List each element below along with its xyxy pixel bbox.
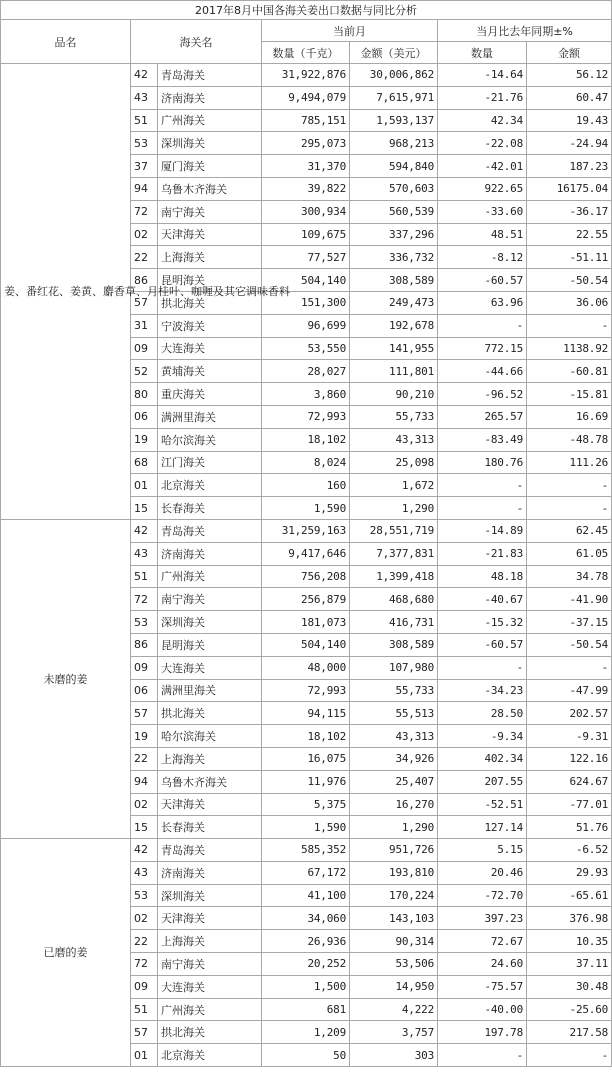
yoy-qty-cell: 5.15: [438, 839, 527, 862]
customs-name: 上海海关: [158, 747, 262, 770]
customs-code: 15: [131, 816, 158, 839]
yoy-qty-cell: 180.76: [438, 451, 527, 474]
amount-cell: 249,473: [350, 291, 438, 314]
customs-name: 天津海关: [158, 223, 262, 246]
yoy-amount-cell: 16175.04: [527, 177, 612, 200]
yoy-amount-cell: 202.57: [527, 702, 612, 725]
qty-cell: 756,208: [262, 565, 350, 588]
amount-cell: 570,603: [350, 177, 438, 200]
yoy-qty-cell: -33.60: [438, 200, 527, 223]
customs-code: 94: [131, 770, 158, 793]
header-customs: 海关名: [131, 20, 262, 64]
yoy-qty-cell: -: [438, 656, 527, 679]
yoy-amount-cell: 217.58: [527, 1021, 612, 1044]
qty-cell: 681: [262, 998, 350, 1021]
yoy-amount-cell: 29.93: [527, 861, 612, 884]
customs-code: 53: [131, 884, 158, 907]
amount-cell: 34,926: [350, 747, 438, 770]
amount-cell: 951,726: [350, 839, 438, 862]
amount-cell: 53,506: [350, 953, 438, 976]
yoy-amount-cell: 37.11: [527, 953, 612, 976]
customs-code: 22: [131, 747, 158, 770]
customs-name: 拱北海关: [158, 291, 262, 314]
amount-cell: 1,290: [350, 497, 438, 520]
amount-cell: 55,733: [350, 679, 438, 702]
yoy-qty-cell: -42.01: [438, 155, 527, 178]
customs-code: 52: [131, 360, 158, 383]
yoy-qty-cell: -34.23: [438, 679, 527, 702]
customs-code: 15: [131, 497, 158, 520]
customs-code: 68: [131, 451, 158, 474]
header-amount: 金额（美元）: [350, 42, 438, 64]
customs-name: 上海海关: [158, 246, 262, 269]
amount-cell: 43,313: [350, 725, 438, 748]
yoy-qty-cell: -8.12: [438, 246, 527, 269]
customs-code: 02: [131, 907, 158, 930]
customs-name: 北京海关: [158, 1044, 262, 1067]
yoy-amount-cell: -37.15: [527, 611, 612, 634]
qty-cell: 16,075: [262, 747, 350, 770]
amount-cell: 90,210: [350, 383, 438, 406]
header-yoy-qty: 数量: [438, 42, 527, 64]
customs-name: 哈尔滨海关: [158, 725, 262, 748]
amount-cell: 308,589: [350, 269, 438, 292]
qty-cell: 18,102: [262, 428, 350, 451]
yoy-amount-cell: 376.98: [527, 907, 612, 930]
customs-code: 02: [131, 793, 158, 816]
yoy-amount-cell: 19.43: [527, 109, 612, 132]
customs-code: 72: [131, 200, 158, 223]
amount-cell: 7,377,831: [350, 542, 438, 565]
qty-cell: 151,300: [262, 291, 350, 314]
yoy-amount-cell: -77.01: [527, 793, 612, 816]
yoy-amount-cell: 61.05: [527, 542, 612, 565]
customs-name: 哈尔滨海关: [158, 428, 262, 451]
qty-cell: 9,494,079: [262, 86, 350, 109]
customs-name: 黄埔海关: [158, 360, 262, 383]
yoy-amount-cell: 30.48: [527, 975, 612, 998]
customs-name: 乌鲁木齐海关: [158, 177, 262, 200]
qty-cell: 96,699: [262, 314, 350, 337]
yoy-qty-cell: -60.57: [438, 269, 527, 292]
customs-name: 南宁海关: [158, 200, 262, 223]
customs-code: 22: [131, 246, 158, 269]
customs-code: 31: [131, 314, 158, 337]
customs-name: 宁波海关: [158, 314, 262, 337]
customs-name: 上海海关: [158, 930, 262, 953]
header-yoy-amount: 金额: [527, 42, 612, 64]
yoy-qty-cell: 24.60: [438, 953, 527, 976]
customs-code: 57: [131, 291, 158, 314]
customs-code: 37: [131, 155, 158, 178]
customs-code: 06: [131, 679, 158, 702]
customs-name: 深圳海关: [158, 611, 262, 634]
qty-cell: 256,879: [262, 588, 350, 611]
customs-code: 72: [131, 588, 158, 611]
amount-cell: 4,222: [350, 998, 438, 1021]
yoy-amount-cell: -51.11: [527, 246, 612, 269]
qty-cell: 26,936: [262, 930, 350, 953]
yoy-amount-cell: -47.99: [527, 679, 612, 702]
yoy-amount-cell: -: [527, 1044, 612, 1067]
customs-name: 天津海关: [158, 793, 262, 816]
yoy-qty-cell: 63.96: [438, 291, 527, 314]
customs-name: 济南海关: [158, 86, 262, 109]
customs-name: 大连海关: [158, 337, 262, 360]
table-row: [1, 839, 612, 862]
amount-cell: 25,407: [350, 770, 438, 793]
customs-code: 86: [131, 269, 158, 292]
customs-code: 42: [131, 64, 158, 87]
amount-cell: 25,098: [350, 451, 438, 474]
customs-code: 43: [131, 861, 158, 884]
qty-cell: 72,993: [262, 405, 350, 428]
customs-name: 长春海关: [158, 497, 262, 520]
customs-code: 02: [131, 223, 158, 246]
qty-cell: 585,352: [262, 839, 350, 862]
customs-code: 01: [131, 1044, 158, 1067]
customs-code: 43: [131, 86, 158, 109]
amount-cell: 1,290: [350, 816, 438, 839]
yoy-amount-cell: -60.81: [527, 360, 612, 383]
customs-code: 51: [131, 998, 158, 1021]
product-category: 姜、番红花、姜黄、麝香草、月桂叶、咖喱及其它调味香料: [1, 64, 131, 520]
qty-cell: 50: [262, 1044, 350, 1067]
yoy-amount-cell: 36.06: [527, 291, 612, 314]
yoy-qty-cell: 48.51: [438, 223, 527, 246]
customs-name: 大连海关: [158, 975, 262, 998]
header-yoy: 当月比去年同期±%: [438, 20, 612, 42]
customs-name: 济南海关: [158, 861, 262, 884]
yoy-qty-cell: -44.66: [438, 360, 527, 383]
customs-name: 北京海关: [158, 474, 262, 497]
amount-cell: 336,732: [350, 246, 438, 269]
customs-code: 53: [131, 132, 158, 155]
yoy-amount-cell: -9.31: [527, 725, 612, 748]
amount-cell: 468,680: [350, 588, 438, 611]
qty-cell: 5,375: [262, 793, 350, 816]
yoy-amount-cell: -15.81: [527, 383, 612, 406]
customs-code: 22: [131, 930, 158, 953]
yoy-qty-cell: -75.57: [438, 975, 527, 998]
yoy-qty-cell: -60.57: [438, 633, 527, 656]
yoy-amount-cell: 22.55: [527, 223, 612, 246]
customs-name: 长春海关: [158, 816, 262, 839]
customs-code: 42: [131, 519, 158, 542]
customs-name: 江门海关: [158, 451, 262, 474]
amount-cell: 303: [350, 1044, 438, 1067]
qty-cell: 20,252: [262, 953, 350, 976]
table-body: [1, 64, 612, 1067]
customs-code: 09: [131, 337, 158, 360]
yoy-amount-cell: -6.52: [527, 839, 612, 862]
customs-name: 乌鲁木齐海关: [158, 770, 262, 793]
customs-code: 42: [131, 839, 158, 862]
table-row: [1, 64, 612, 87]
table-row: [1, 519, 612, 542]
yoy-qty-cell: -83.49: [438, 428, 527, 451]
customs-code: 86: [131, 633, 158, 656]
qty-cell: 785,151: [262, 109, 350, 132]
amount-cell: 337,296: [350, 223, 438, 246]
yoy-qty-cell: 772.15: [438, 337, 527, 360]
yoy-amount-cell: 624.67: [527, 770, 612, 793]
yoy-qty-cell: 207.55: [438, 770, 527, 793]
customs-name: 青岛海关: [158, 64, 262, 87]
qty-cell: 72,993: [262, 679, 350, 702]
customs-name: 广州海关: [158, 565, 262, 588]
amount-cell: 968,213: [350, 132, 438, 155]
amount-cell: 1,593,137: [350, 109, 438, 132]
yoy-amount-cell: 60.47: [527, 86, 612, 109]
amount-cell: 28,551,719: [350, 519, 438, 542]
yoy-amount-cell: 34.78: [527, 565, 612, 588]
customs-code: 51: [131, 109, 158, 132]
qty-cell: 18,102: [262, 725, 350, 748]
yoy-qty-cell: -72.70: [438, 884, 527, 907]
customs-name: 昆明海关: [158, 269, 262, 292]
yoy-qty-cell: 20.46: [438, 861, 527, 884]
qty-cell: 3,860: [262, 383, 350, 406]
yoy-amount-cell: -: [527, 314, 612, 337]
yoy-amount-cell: 10.35: [527, 930, 612, 953]
header-product: 品名: [1, 20, 131, 64]
customs-code: 51: [131, 565, 158, 588]
customs-name: 大连海关: [158, 656, 262, 679]
yoy-qty-cell: -: [438, 497, 527, 520]
yoy-qty-cell: -40.67: [438, 588, 527, 611]
customs-name: 昆明海关: [158, 633, 262, 656]
qty-cell: 1,500: [262, 975, 350, 998]
qty-cell: 48,000: [262, 656, 350, 679]
qty-cell: 504,140: [262, 269, 350, 292]
yoy-amount-cell: 111.26: [527, 451, 612, 474]
yoy-amount-cell: 51.76: [527, 816, 612, 839]
qty-cell: 67,172: [262, 861, 350, 884]
customs-code: 43: [131, 542, 158, 565]
customs-name: 厦门海关: [158, 155, 262, 178]
yoy-qty-cell: -9.34: [438, 725, 527, 748]
qty-cell: 77,527: [262, 246, 350, 269]
amount-cell: 107,980: [350, 656, 438, 679]
yoy-qty-cell: -96.52: [438, 383, 527, 406]
customs-code: 09: [131, 975, 158, 998]
qty-cell: 295,073: [262, 132, 350, 155]
amount-cell: 594,840: [350, 155, 438, 178]
yoy-amount-cell: 122.16: [527, 747, 612, 770]
yoy-qty-cell: 48.18: [438, 565, 527, 588]
qty-cell: 181,073: [262, 611, 350, 634]
qty-cell: 31,922,876: [262, 64, 350, 87]
yoy-amount-cell: -25.60: [527, 998, 612, 1021]
customs-name: 济南海关: [158, 542, 262, 565]
customs-code: 80: [131, 383, 158, 406]
yoy-amount-cell: -65.61: [527, 884, 612, 907]
qty-cell: 9,417,646: [262, 542, 350, 565]
qty-cell: 31,370: [262, 155, 350, 178]
qty-cell: 1,590: [262, 816, 350, 839]
customs-name: 南宁海关: [158, 588, 262, 611]
yoy-amount-cell: -: [527, 656, 612, 679]
yoy-qty-cell: -14.89: [438, 519, 527, 542]
customs-name: 青岛海关: [158, 839, 262, 862]
customs-name: 广州海关: [158, 998, 262, 1021]
customs-code: 01: [131, 474, 158, 497]
yoy-qty-cell: -14.64: [438, 64, 527, 87]
yoy-qty-cell: 28.50: [438, 702, 527, 725]
amount-cell: 308,589: [350, 633, 438, 656]
table-title: 2017年8月中国各海关姜出口数据与同比分析: [1, 1, 612, 20]
yoy-qty-cell: 72.67: [438, 930, 527, 953]
customs-name: 重庆海关: [158, 383, 262, 406]
customs-name: 满洲里海关: [158, 679, 262, 702]
product-category: 未磨的姜: [1, 519, 131, 838]
customs-name: 拱北海关: [158, 702, 262, 725]
yoy-amount-cell: 56.12: [527, 64, 612, 87]
customs-name: 深圳海关: [158, 884, 262, 907]
customs-name: 深圳海关: [158, 132, 262, 155]
yoy-amount-cell: -50.54: [527, 633, 612, 656]
qty-cell: 39,822: [262, 177, 350, 200]
qty-cell: 94,115: [262, 702, 350, 725]
amount-cell: 90,314: [350, 930, 438, 953]
yoy-amount-cell: -50.54: [527, 269, 612, 292]
yoy-qty-cell: 397.23: [438, 907, 527, 930]
yoy-amount-cell: -24.94: [527, 132, 612, 155]
qty-cell: 34,060: [262, 907, 350, 930]
qty-cell: 504,140: [262, 633, 350, 656]
qty-cell: 28,027: [262, 360, 350, 383]
customs-name: 青岛海关: [158, 519, 262, 542]
customs-code: 53: [131, 611, 158, 634]
qty-cell: 1,590: [262, 497, 350, 520]
yoy-qty-cell: -52.51: [438, 793, 527, 816]
qty-cell: 31,259,163: [262, 519, 350, 542]
qty-cell: 11,976: [262, 770, 350, 793]
customs-name: 满洲里海关: [158, 405, 262, 428]
amount-cell: 55,733: [350, 405, 438, 428]
customs-name: 拱北海关: [158, 1021, 262, 1044]
amount-cell: 43,313: [350, 428, 438, 451]
amount-cell: 192,678: [350, 314, 438, 337]
customs-code: 19: [131, 428, 158, 451]
yoy-amount-cell: -36.17: [527, 200, 612, 223]
yoy-qty-cell: -: [438, 1044, 527, 1067]
yoy-amount-cell: -48.78: [527, 428, 612, 451]
customs-code: 57: [131, 1021, 158, 1044]
yoy-qty-cell: -22.08: [438, 132, 527, 155]
yoy-qty-cell: -: [438, 474, 527, 497]
yoy-qty-cell: 127.14: [438, 816, 527, 839]
amount-cell: 560,539: [350, 200, 438, 223]
amount-cell: 141,955: [350, 337, 438, 360]
yoy-qty-cell: 922.65: [438, 177, 527, 200]
amount-cell: 55,513: [350, 702, 438, 725]
amount-cell: 416,731: [350, 611, 438, 634]
qty-cell: 109,675: [262, 223, 350, 246]
qty-cell: 41,100: [262, 884, 350, 907]
yoy-amount-cell: 16.69: [527, 405, 612, 428]
yoy-amount-cell: 62.45: [527, 519, 612, 542]
yoy-amount-cell: 1138.92: [527, 337, 612, 360]
yoy-amount-cell: -: [527, 474, 612, 497]
yoy-qty-cell: -40.00: [438, 998, 527, 1021]
amount-cell: 7,615,971: [350, 86, 438, 109]
yoy-amount-cell: -41.90: [527, 588, 612, 611]
customs-code: 09: [131, 656, 158, 679]
yoy-amount-cell: -: [527, 497, 612, 520]
amount-cell: 1,399,418: [350, 565, 438, 588]
amount-cell: 14,950: [350, 975, 438, 998]
yoy-qty-cell: 197.78: [438, 1021, 527, 1044]
yoy-qty-cell: 402.34: [438, 747, 527, 770]
customs-code: 72: [131, 953, 158, 976]
amount-cell: 16,270: [350, 793, 438, 816]
header-qty: 数量（千克）: [262, 42, 350, 64]
customs-code: 19: [131, 725, 158, 748]
amount-cell: 170,224: [350, 884, 438, 907]
customs-name: 南宁海关: [158, 953, 262, 976]
yoy-qty-cell: -15.32: [438, 611, 527, 634]
amount-cell: 111,801: [350, 360, 438, 383]
header-current-month: 当前月: [262, 20, 438, 42]
yoy-qty-cell: 265.57: [438, 405, 527, 428]
customs-code: 57: [131, 702, 158, 725]
amount-cell: 1,672: [350, 474, 438, 497]
qty-cell: 160: [262, 474, 350, 497]
qty-cell: 300,934: [262, 200, 350, 223]
yoy-qty-cell: -21.83: [438, 542, 527, 565]
amount-cell: 143,103: [350, 907, 438, 930]
qty-cell: 8,024: [262, 451, 350, 474]
customs-name: 广州海关: [158, 109, 262, 132]
customs-name: 天津海关: [158, 907, 262, 930]
customs-code: 94: [131, 177, 158, 200]
amount-cell: 30,006,862: [350, 64, 438, 87]
yoy-qty-cell: -: [438, 314, 527, 337]
qty-cell: 1,209: [262, 1021, 350, 1044]
customs-code: 06: [131, 405, 158, 428]
qty-cell: 53,550: [262, 337, 350, 360]
yoy-qty-cell: 42.34: [438, 109, 527, 132]
product-category: 已磨的姜: [1, 839, 131, 1067]
amount-cell: 3,757: [350, 1021, 438, 1044]
amount-cell: 193,810: [350, 861, 438, 884]
yoy-qty-cell: -21.76: [438, 86, 527, 109]
yoy-amount-cell: 187.23: [527, 155, 612, 178]
